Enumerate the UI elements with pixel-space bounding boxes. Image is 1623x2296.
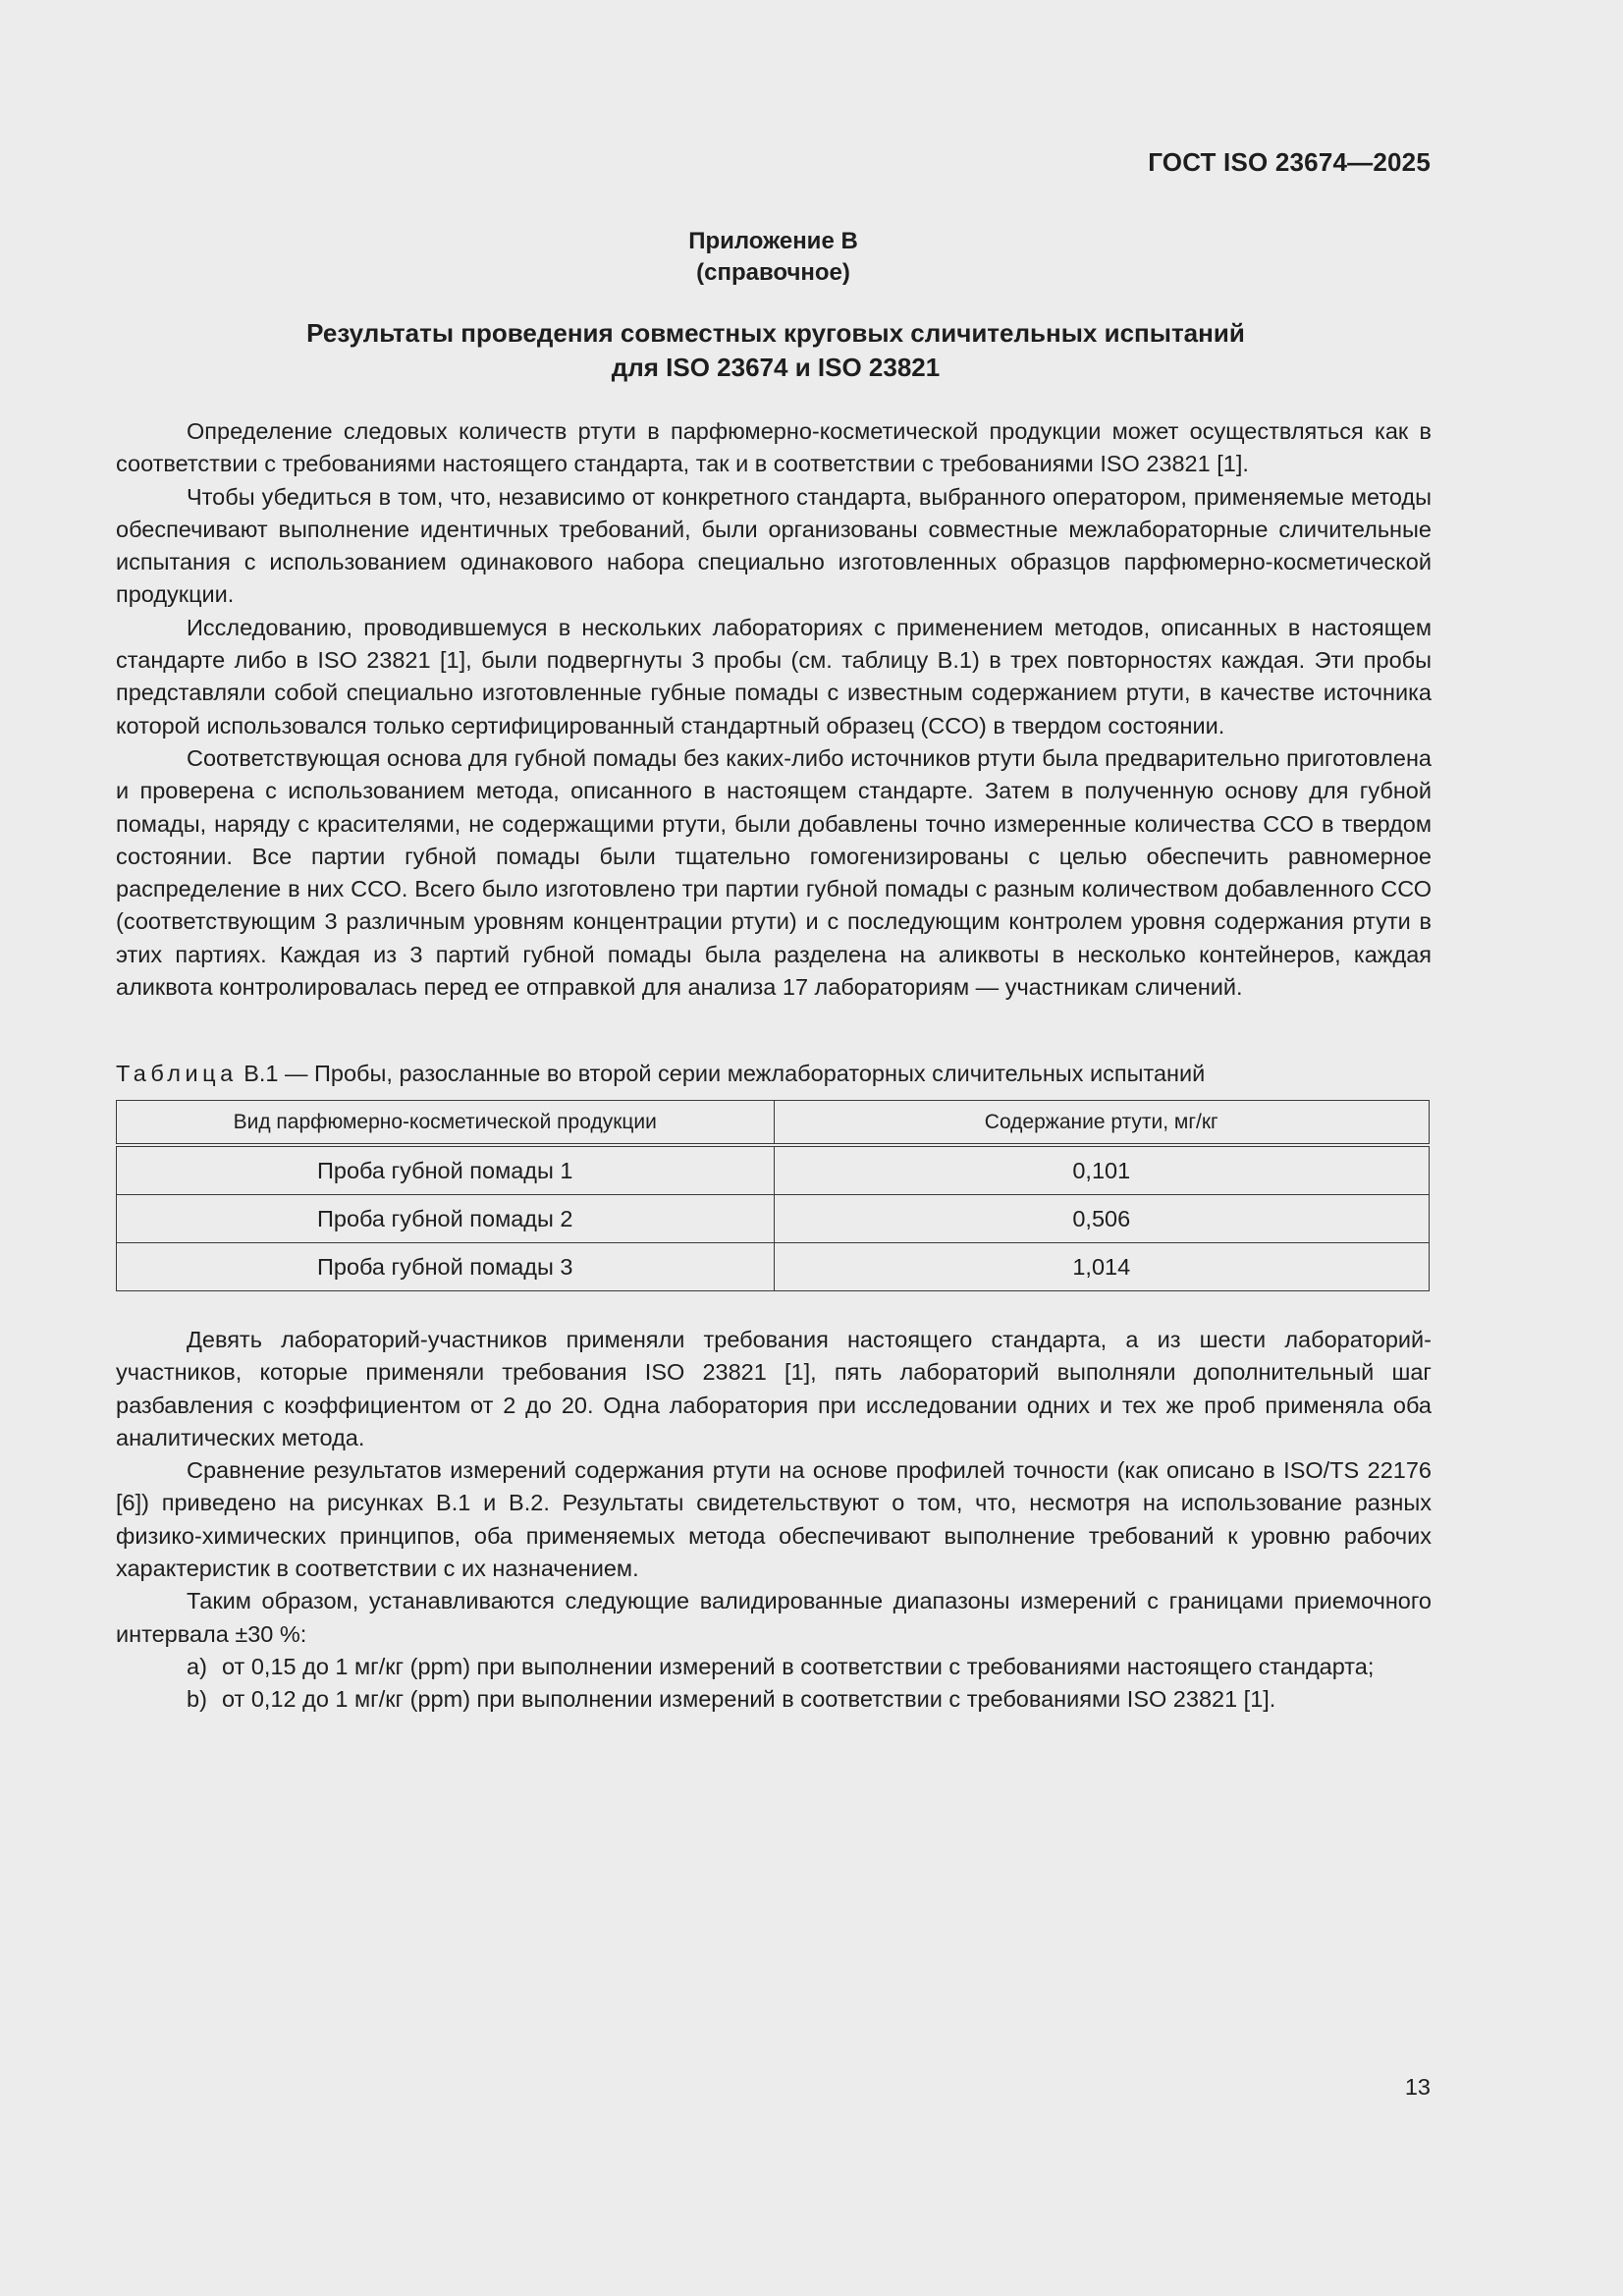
- paragraph: Чтобы убедиться в том, что, независимо от конкретного стандарта, выбранного оператором, применяемые методы обеспечивают выполнение идентичных требований, были организованы совместные межлабораторные сличительные испытания с использованием одинакового набора специально изготовленных образцов парфюмерно-косметической продукции.: [116, 483, 1432, 608]
- paragraph: Сравнение результатов измерений содержания ртути на основе профилей точности (как описано в ISO/TS 22176 [6]) приведено на рисунках В.1 и В.2. Результаты свидетельствуют о том, что, несмотря на использование разных физико-химических принципов, оба применяемых метода обеспечивают выполнение требований к уровню рабочих характеристик в соответствии с их назначением.: [116, 1457, 1432, 1582]
- list-marker: a): [187, 1653, 207, 1679]
- header-mercury-content: Содержание ртути, мг/кг: [774, 1101, 1430, 1146]
- header-product-type: Вид парфюмерно-косметической продукции: [117, 1101, 775, 1146]
- cell-value: 0,506: [774, 1195, 1430, 1243]
- body-text-before-table: [116, 415, 1432, 1004]
- cell-product: Проба губной помады 3: [117, 1243, 775, 1291]
- cell-value: 0,101: [774, 1145, 1430, 1195]
- paragraph: Девять лабораторий-участников применяли требования настоящего стандарта, а из шести лабораторий-участников, которые применяли требования ISO 23821 [1], пять лабораторий выполняли дополнительный шаг разбавления с коэффициентом от 2 до 20. Одна лаборатория при исследовании одних и тех же проб применяла оба аналитических метода.: [116, 1327, 1432, 1450]
- list-marker: b): [187, 1686, 207, 1713]
- table-caption: [116, 1058, 1205, 1090]
- title-line-1: Результаты проведения совместных круговых сличительных испытаний: [306, 318, 1245, 348]
- paragraph: Определение следовых количеств ртути в парфюмерно-косметической продукции может осуществляться как в соответствии с требованиями настоящего стандарта, так и в соответствии с требованиями ISO 23821 [1].: [116, 418, 1432, 477]
- list-item-text: от 0,12 до 1 мг/кг (ppm) при выполнении измерений в соответствии с требованиями ISO 23821 [1].: [222, 1686, 1276, 1713]
- paragraph: Соответствующая основа для губной помады без каких-либо источников ртути была предварительно приготовлена и проверена с использованием метода, описанного в настоящем стандарте. Затем в полученную основу для губной помады, наряду с красителями, не содержащими ртути, были добавлены точно измеренные количества ССО в твердом состоянии. Все партии губной помады были тщательно гомогенизированы с целью обеспечить равномерное распределение в них ССО. Всего было изготовлено три партии губной помады с разным количеством добавленного ССО (соответствующим 3 различным уровням концентрации ртути) и с последующим контролем уровня содержания ртути в этих партиях. Каждая из 3 партий губной помады была разделена на аликвоты в несколько контейнеров, каждая аликвота контролировалась перед ее отправкой для анализа 17 лабораториям — участникам сличений.: [116, 744, 1432, 1001]
- table-row: [117, 1145, 1430, 1195]
- paragraph: Таким образом, устанавливаются следующие валидированные диапазоны измерений с границами приемочного интервала ±30 %:: [116, 1588, 1432, 1647]
- table-row: [117, 1243, 1430, 1291]
- table-caption-text: В.1 — Пробы, разосланные во второй серии межлабораторных сличительных испытаний: [243, 1061, 1206, 1086]
- appendix-label: Приложение В: [688, 228, 858, 254]
- samples-table: [116, 1100, 1430, 1291]
- cell-product: Проба губной помады 1: [117, 1145, 775, 1195]
- page-title: [118, 316, 1434, 385]
- list-item: [116, 1651, 1432, 1683]
- table-row: [117, 1195, 1430, 1243]
- cell-product: Проба губной помады 2: [117, 1195, 775, 1243]
- ranges-list: [116, 1651, 1432, 1717]
- list-item: [116, 1683, 1432, 1716]
- table-header-row: [117, 1101, 1430, 1146]
- document-code: ГОСТ ISO 23674—2025: [1148, 147, 1431, 177]
- page-number: 13: [1404, 2074, 1431, 2100]
- title-line-2: для ISO 23674 и ISO 23821: [611, 353, 941, 382]
- appendix-heading: [0, 226, 1546, 289]
- cell-value: 1,014: [774, 1243, 1430, 1291]
- body-text-after-table: [116, 1324, 1432, 1717]
- table-caption-label: Таблица: [116, 1061, 238, 1086]
- appendix-note: (справочное): [696, 259, 850, 286]
- list-item-text: от 0,15 до 1 мг/кг (ppm) при выполнении измерений в соответствии с требованиями настоящего стандарта;: [222, 1653, 1375, 1679]
- paragraph: Исследованию, проводившемуся в нескольких лабораториях с применением методов, описанных в настоящем стандарте либо в ISO 23821 [1], были подвергнуты 3 пробы (см. таблицу В.1) в трех повторностях каждая. Эти пробы представляли собой специально изготовленные губные помады с известным содержанием ртути, в качестве источника которой использовался только сертифицированный стандартный образец (ССО) в твердом состоянии.: [116, 614, 1432, 738]
